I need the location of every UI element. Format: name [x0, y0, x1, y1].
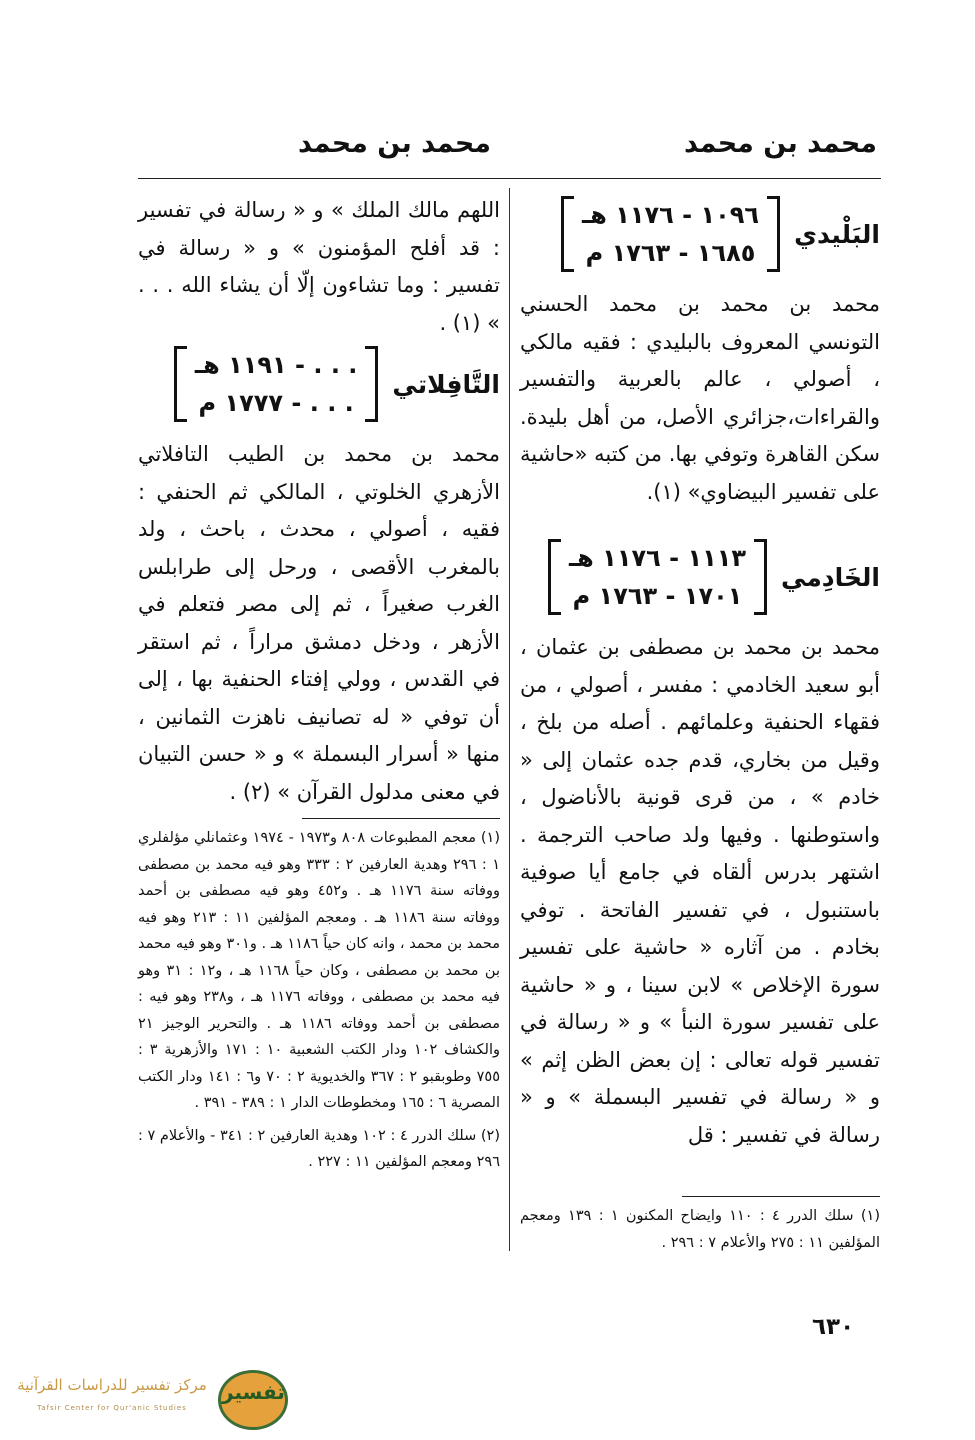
- logo-english-text: Tafsir Center for Qur'anic Studies: [37, 1404, 187, 1412]
- running-head-right: محمد بن محمد: [684, 128, 877, 159]
- entry-body: محمد بن محمد بن محمد الحسني التونسي المعروف بالبليدي : فقيه مالكي ، أصولي ، عالم بالعربية والتفسير والقراءات،جزائري الأصل، من أهل بليدة. سكن القاهرة وتوفي بها. من كتبه «حاشية على تفسير البيضاوي» (١).: [520, 292, 880, 504]
- gregorian-dates: ١٧٠١ - ١٧٦٣ م: [572, 582, 743, 610]
- hijri-dates: ١١١٣ - ١١٧٦ هـ: [568, 544, 747, 572]
- gregorian-dates: . . . - ١٧٧٧ م: [198, 389, 354, 417]
- right-column: [520, 192, 880, 1158]
- running-head-left: محمد بن محمد: [298, 128, 491, 159]
- logo-mark: تفسير: [222, 1380, 285, 1404]
- entry-heading-khadimi: [520, 539, 880, 615]
- date-bracket: [548, 539, 767, 615]
- footnote-rule: [682, 1196, 880, 1197]
- footnote: (١) سلك الدرر ٤ : ١١٠ وايضاح المكنون ١ : ١٣٩ ومعجم المؤلفين ١١ : ٢٧٥ والأعلام ٧ : ٢٩٦ .: [520, 1208, 880, 1251]
- date-bracket: [561, 196, 780, 272]
- footnote-rule: [302, 818, 500, 819]
- entry-name: البَلْيدي: [794, 219, 880, 249]
- entry-body: محمد بن محمد بن الطيب التافلاتي الأزهري الخلوتي ، المالكي ثم الحنفي : فقيه ، أصولي ، محدث ، باحث ، ولد بالمغرب الأقصى ، ورحل إلى طرابلس الغرب صغيراً ، ثم إلى مصر فتعلم في الأزهر ، ودخل دمشق مراراً ، ثم استقر في القدس ، وولي إفتاء الحنفية بها ، إلى أن توفي « له تصانيف ناهزت الثمانين ، منها « أسرار البسملة » و « حسن التبيان في معنى مدلول القرآن » (٢) .: [138, 442, 500, 804]
- date-bracket: [174, 346, 379, 422]
- footnote: (٢) سلك الدرر ٤ : ١٠٢ وهدية العارفين ٢ : ٣٤١ - والأعلام ٧ : ٢٩٦ ومعجم المؤلفين ١١ : ٢٢٧ .: [138, 1127, 501, 1170]
- publisher-logo: [0, 1368, 300, 1426]
- footnote: (١) معجم المطبوعات ٨٠٨ و١٩٧٣ - ١٩٧٤ وعثمانلي مؤلفلري ١ : ٢٩٦ وهدية العارفين ٢ : ٣٣٣ وهو فيه محمد بن مصطفى ووفاته سنة ١١٧٦ هـ . و٤٥٢ وهو فيه مصطفى بن أحمد ووفاته سنة ١١٨٦ هـ . ومعجم المؤلفين ١١ : ٢١٣ وهو فيه محمد بن محمد ، وانه كان حياً ١١٨٦ هـ . و٣٠١ وهو فيه محمد بن محمد بن مصطفى ، وكان حياً ١١٦٨ هـ ، و١٢ : ٣١ وهو فيه محمد بن مصطفى ، ووفاته ١١٧٦ هـ ، و٢٣٨ وهو فيه : مصطفى بن أحمد ووفاته ١١٨٦ هـ . والتحرير الوجيز ٢١ والكشاف ١٠٢ ودار الكتب الشعبية ١٠ : ١٧١ والأزهرية ٣ : ٧٥٥ وطوبقبو ٢ : ٣٦٧ والخديوية ٢ : ٧٠ و٦ : ١٤١ ودار الكتب المصرية ٦ : ١٦٥ ومخطوطات الدار ١ : ٣٨٩ - ٣٩١ .: [138, 830, 501, 1111]
- footnotes-left: [138, 818, 500, 1176]
- footnotes-right: [520, 1196, 880, 1256]
- entry-name: الخَادِمي: [781, 562, 880, 592]
- entry-spacer: [520, 515, 880, 535]
- hijri-dates: ١٠٩٦ - ١١٧٦ هـ: [582, 201, 760, 229]
- header-rule: [138, 178, 881, 179]
- entry-body: محمد بن محمد بن مصطفى بن عثمان ، أبو سعيد الخادمي : مفسر ، أصولي ، من فقهاء الحنفية وعلمائهم . أصله من بلخ ، وقيل من بخاري، قدم جده عثمان إلى « خادم » ، من قرى قونية بالأناضول ، واستوطنها . وفيها ولد صاحب الترجمة . اشتهر بدرس ألقاه في جامع أيا صوفية باستنبول ، في تفسير الفاتحة . توفي بخادم . من آثاره « حاشية على تفسير سورة الإخلاص » لابن سينا ، و « حاشية على تفسير سورة النبأ » و « رسالة في تفسير قوله تعالى : إن بعض الظن إثم » و « رسالة في تفسير البسملة » و « رسالة في تفسير : قل: [520, 635, 880, 1147]
- column-divider: [509, 188, 510, 1251]
- page-number: ٦٣٠: [812, 1314, 855, 1340]
- left-column: [138, 192, 500, 815]
- entry-heading-tafilati: [138, 346, 500, 422]
- entry-continuation: اللهم مالك الملك » و « رسالة في تفسير : قد أفلح المؤمنون » و « رسالة في تفسير : وما تشاءون إلّا أن يشاء الله . . . » (١) .: [138, 198, 500, 335]
- hijri-dates: . . . - ١١٩١ هـ: [194, 351, 358, 379]
- logo-arabic-text: مركز تفسير للدراسات القرآنية: [17, 1376, 207, 1394]
- gregorian-dates: ١٦٨٥ - ١٧٦٣ م: [585, 239, 756, 267]
- entry-heading-bulaydi: [520, 196, 880, 272]
- entry-name: التَّافِلاتي: [392, 369, 500, 399]
